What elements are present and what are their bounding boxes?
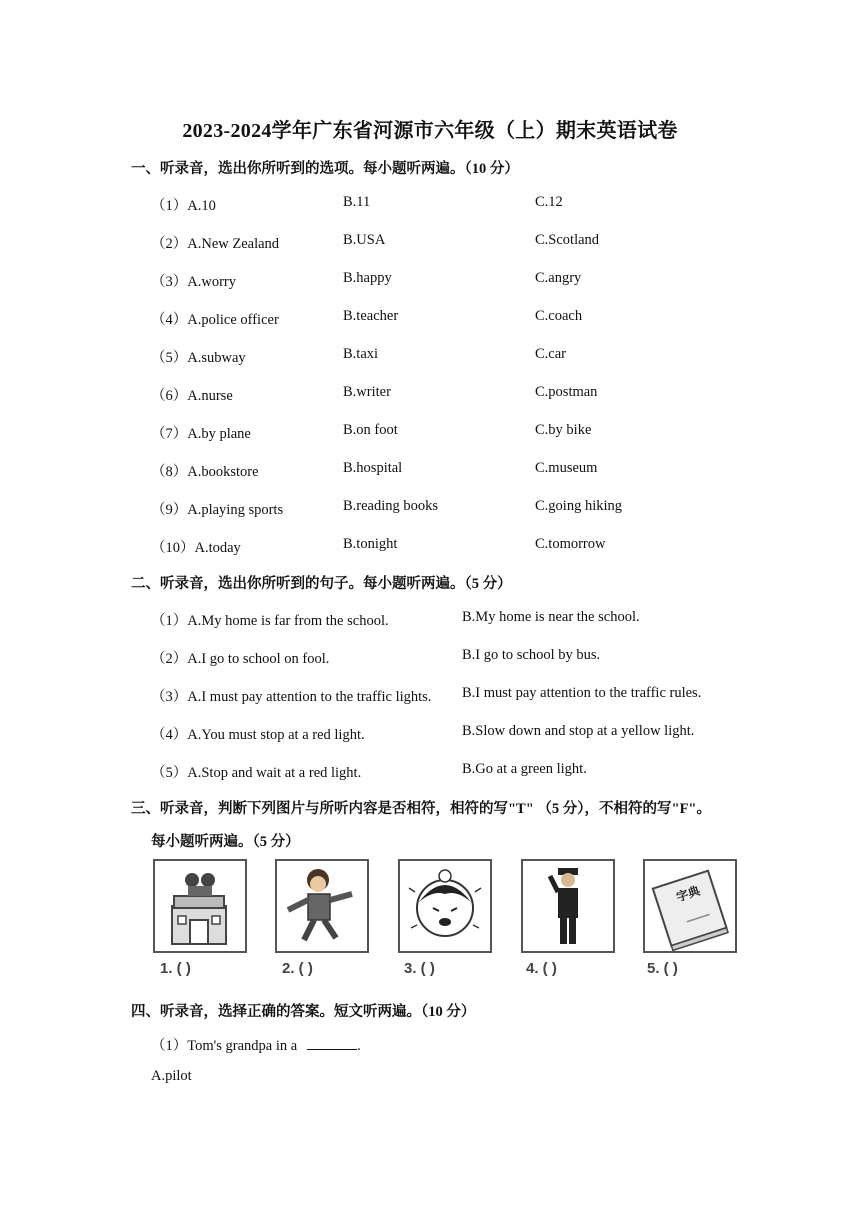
picture-5-answer[interactable]: 5. ( )	[647, 960, 678, 977]
list-item	[0, 536, 860, 558]
option-a: （6）A.nurse	[151, 388, 233, 404]
police-officer-picture	[520, 858, 616, 954]
option-a: （2）A.New Zealand	[151, 236, 280, 252]
section-2-heading-text: 二、听录音，选出你所听到的句子。每小题听两遍。	[131, 576, 465, 592]
sentence-a: （3）A.I must pay attention to the traffic lights.	[151, 689, 432, 705]
option-a: （10）A.today	[151, 540, 241, 556]
boy-picture	[274, 858, 370, 954]
cinema-picture	[152, 858, 248, 954]
sentence-a: （5）A.Stop and wait at a red light.	[151, 765, 362, 781]
option-b: B.11	[343, 194, 371, 210]
option-c: C.coach	[535, 308, 583, 324]
option-c: C.tomorrow	[535, 536, 606, 552]
list-item	[0, 346, 860, 368]
sentence-b: B.I must pay attention to the traffic rules.	[462, 685, 702, 701]
sentence-b: B.Go at a green light.	[462, 761, 587, 777]
option-a: （5）A.subway	[151, 350, 246, 366]
list-item	[0, 1068, 860, 1090]
sentence-b: B.My home is near the school.	[462, 609, 640, 625]
list-item	[0, 1034, 860, 1056]
option-c: C.angry	[535, 270, 582, 286]
option-c: C.Scotland	[535, 232, 600, 248]
sentence-a: （2）A.I go to school on fool.	[151, 651, 330, 667]
option-c: C.museum	[535, 460, 598, 476]
option-c: C.car	[535, 346, 566, 362]
option-b: B.on foot	[343, 422, 398, 438]
sentence-a: （1）A.My home is far from the school.	[151, 613, 389, 629]
sentence-b: B.Slow down and stop at a yellow light.	[462, 723, 695, 739]
list-item	[0, 723, 860, 745]
section-4-heading	[131, 1000, 475, 1021]
option-c: C.by bike	[535, 422, 592, 438]
option-c: C.going hiking	[535, 498, 623, 514]
picture-2-answer[interactable]: 2. ( )	[282, 960, 313, 977]
section-1-heading-text: 一、听录音，选出你所听到的选项。每小题听两遍。	[131, 161, 465, 177]
option-c: C.12	[535, 194, 563, 210]
option-b: B.teacher	[343, 308, 399, 324]
list-item	[0, 308, 860, 330]
section-2-score: （5 分）	[464, 576, 512, 592]
picture-3-answer[interactable]: 3. ( )	[404, 960, 435, 977]
picture-strip	[150, 858, 740, 986]
picture-4-answer[interactable]: 4. ( )	[526, 960, 557, 977]
option-b: B.USA	[343, 232, 386, 248]
list-item	[0, 685, 860, 707]
section-4-score: （10 分）	[421, 1004, 476, 1020]
list-item	[0, 422, 860, 444]
list-item	[0, 761, 860, 783]
option-b: B.writer	[343, 384, 391, 400]
dictionary-label: 字典	[674, 883, 702, 905]
worried-girl-picture	[397, 858, 493, 954]
option-a: （3）A.worry	[151, 274, 236, 290]
section-3-heading-line2: 每小题听两遍。（5 分）	[151, 834, 300, 850]
list-item	[0, 647, 860, 669]
list-item	[0, 460, 860, 482]
section-1-heading	[131, 157, 519, 178]
list-item	[0, 498, 860, 520]
option-a: （4）A.police officer	[151, 312, 279, 328]
list-item	[0, 609, 860, 631]
option-c: C.postman	[535, 384, 598, 400]
option-a: （8）A.bookstore	[151, 464, 259, 480]
option-a: （9）A.playing sports	[151, 502, 284, 518]
section-3-heading: 三、听录音，判断下列图片与所听内容是否相符，相符的写"T" （5 分），不相符的写"F"。	[131, 801, 711, 817]
sentence-a: （4）A.You must stop at a red light.	[151, 727, 365, 743]
option-b: B.reading books	[343, 498, 439, 514]
option-b: B.happy	[343, 270, 392, 286]
page-title: 2023-2024学年广东省河源市六年级（上）期末英语试卷	[182, 120, 678, 142]
list-item	[0, 384, 860, 406]
option-b: B.taxi	[343, 346, 379, 362]
list-item	[0, 270, 860, 292]
section-2-heading	[131, 572, 512, 593]
list-item	[0, 232, 860, 254]
question-1: （1）Tom's grandpa in a .	[151, 1038, 361, 1054]
option-a: （1）A.10	[151, 198, 216, 214]
sentence-b: B.I go to school by bus.	[462, 647, 601, 663]
option-b: B.hospital	[343, 460, 403, 476]
picture-1-answer[interactable]: 1. ( )	[160, 960, 191, 977]
option-a: （7）A.by plane	[151, 426, 251, 442]
list-item	[0, 194, 860, 216]
option-b: B.tonight	[343, 536, 398, 552]
option-a: A.pilot	[151, 1068, 192, 1084]
section-4-heading-text: 四、听录音，选择正确的答案。短文听两遍。	[131, 1004, 421, 1020]
answer-blank[interactable]	[307, 1037, 357, 1050]
section-1-score: （10 分）	[464, 161, 519, 177]
dictionary-picture	[642, 858, 738, 954]
